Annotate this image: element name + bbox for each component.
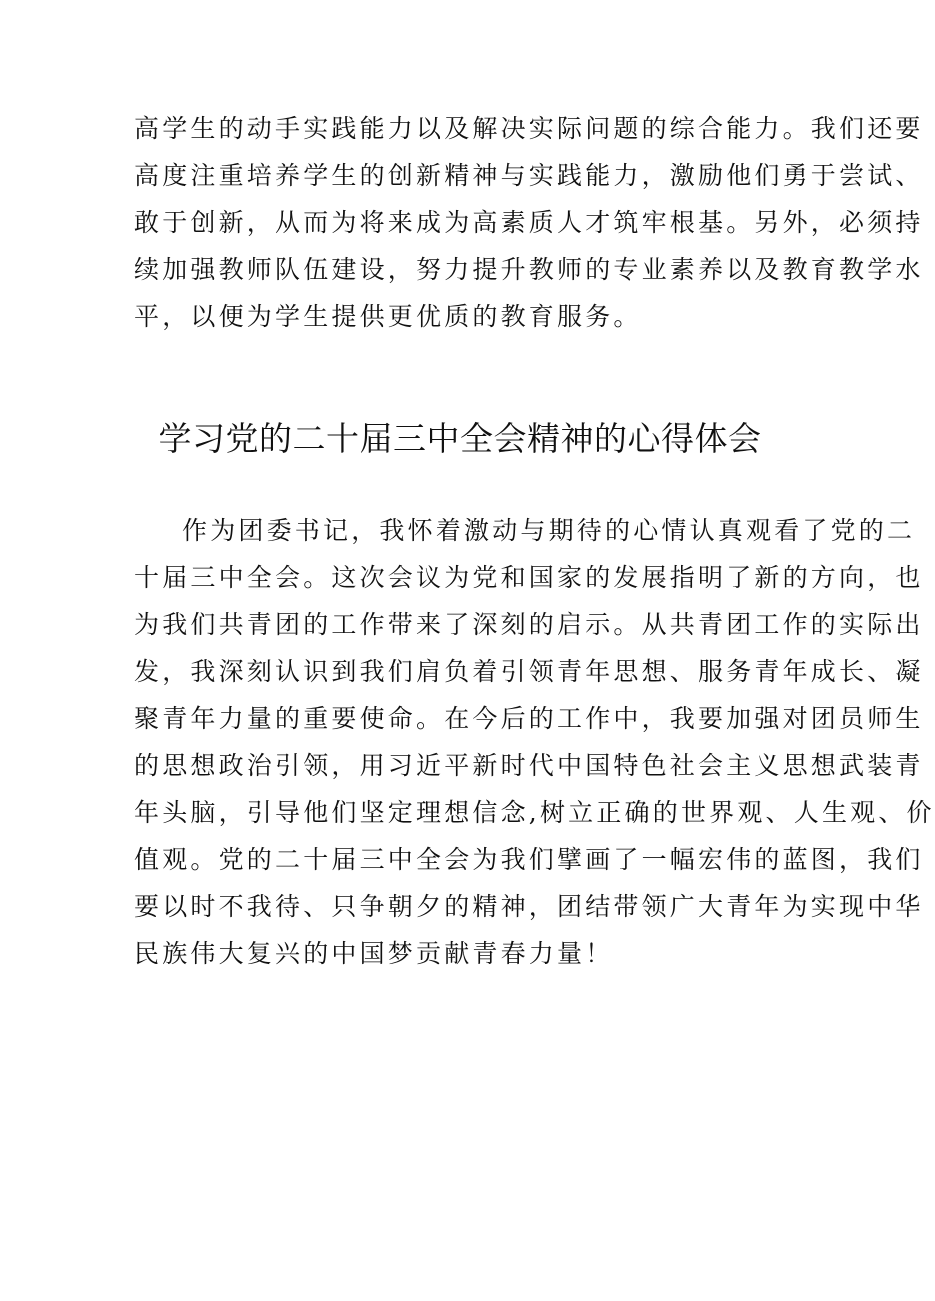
article-paragraph-line: 作为团委书记，我怀着激动与期待的心情认真观看了党的二 [182,516,916,545]
top-paragraph-line: 敢于创新，从而为将来成为高素质人才筑牢根基。另外，必须持 [134,208,924,237]
top-paragraph-line: 高度注重培养学生的创新精神与实践能力，激励他们勇于尝试、 [134,161,924,190]
article-paragraph-line: 要以时不我待、只争朝夕的精神，团结带领广大青年为实现中华 [134,892,924,921]
article-paragraph-line: 为我们共青团的工作带来了深刻的启示。从共青团工作的实际出 [134,610,924,639]
article-paragraph-line: 的思想政治引领，用习近平新时代中国特色社会主义思想武装青 [134,751,924,780]
top-paragraph-line: 平，以便为学生提供更优质的教育服务。 [134,302,642,331]
article-paragraph-line: 民族伟大复兴的中国梦贡献青春力量！ [134,939,614,968]
article-paragraph-line: 聚青年力量的重要使命。在今后的工作中，我要加强对团员师生 [134,704,924,733]
article-paragraph-line: 年头脑，引导他们坚定理想信念,树立正确的世界观、人生观、价 [134,798,935,827]
top-paragraph-line: 续加强教师队伍建设，努力提升教师的专业素养以及教育教学水 [134,255,924,284]
article-paragraph-line: 发，我深刻认识到我们肩负着引领青年思想、服务青年成长、凝 [134,657,924,686]
top-paragraph-line: 高学生的动手实践能力以及解决实际问题的综合能力。我们还要 [134,114,924,143]
article-paragraph-line: 值观。党的二十届三中全会为我们擘画了一幅宏伟的蓝图，我们 [134,845,924,874]
article-title: 学习党的二十届三中全会精神的心得体会 [158,419,762,458]
article-paragraph-line: 十届三中全会。这次会议为党和国家的发展指明了新的方向，也 [134,563,924,592]
